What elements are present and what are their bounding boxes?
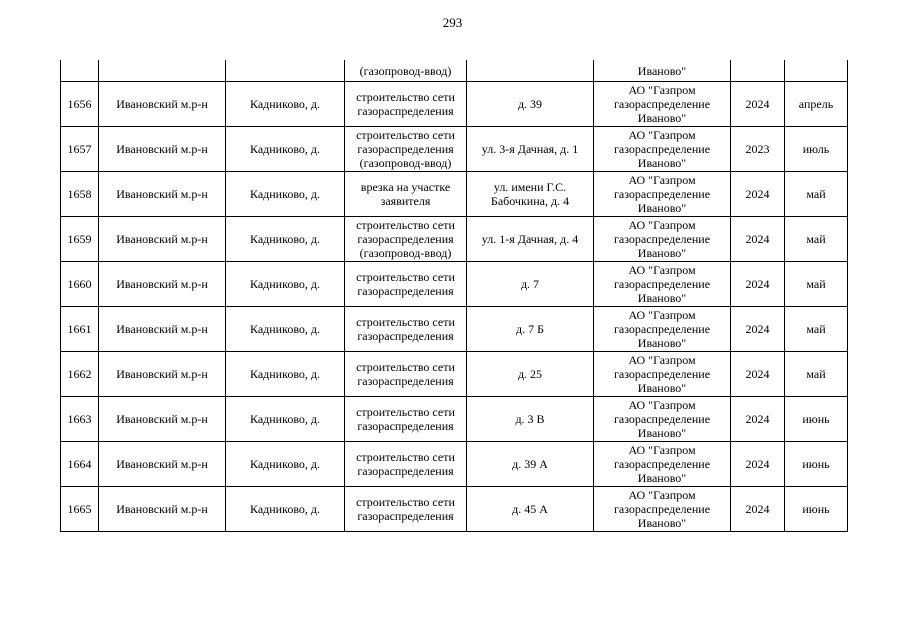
cell-locality: Кадниково, д. xyxy=(226,262,345,307)
cell-locality: Кадниково, д. xyxy=(226,352,345,397)
page-number: 293 xyxy=(442,15,463,30)
cell-address: д. 45 А xyxy=(467,487,594,532)
cell-locality: Кадниково, д. xyxy=(226,487,345,532)
cell-address xyxy=(467,60,594,82)
cell-operator: АО "Газпром газораспределение Иваново" xyxy=(594,217,731,262)
cell-district: Ивановский м.р-н xyxy=(99,442,226,487)
cell-locality: Кадниково, д. xyxy=(226,127,345,172)
cell-district: Ивановский м.р-н xyxy=(99,307,226,352)
table-row xyxy=(61,397,848,442)
cell-operator: АО "Газпром газораспределение Иваново" xyxy=(594,172,731,217)
table-row xyxy=(61,217,848,262)
cell-year: 2024 xyxy=(731,172,785,217)
cell-year: 2024 xyxy=(731,82,785,127)
cell-operator: АО "Газпром газораспределение Иваново" xyxy=(594,397,731,442)
cell-district: Ивановский м.р-н xyxy=(99,82,226,127)
cell-num: 1658 xyxy=(61,172,99,217)
cell-year: 2023 xyxy=(731,127,785,172)
cell-work: строительство сети газораспределения xyxy=(345,82,467,127)
cell-work: строительство сети газораспределения (газопровод-ввод) xyxy=(345,217,467,262)
cell-operator: АО "Газпром газораспределение Иваново" xyxy=(594,352,731,397)
cell-address: ул. 1-я Дачная, д. 4 xyxy=(467,217,594,262)
cell-month: май xyxy=(785,307,848,352)
cell-address: д. 7 Б xyxy=(467,307,594,352)
cell-locality: Кадниково, д. xyxy=(226,172,345,217)
cell-address: д. 39 xyxy=(467,82,594,127)
cell-district: Ивановский м.р-н xyxy=(99,127,226,172)
cell-month: май xyxy=(785,262,848,307)
cell-month: май xyxy=(785,217,848,262)
cell-address: д. 7 xyxy=(467,262,594,307)
table-body xyxy=(61,60,848,532)
cell-address: д. 39 А xyxy=(467,442,594,487)
cell-operator: АО "Газпром газораспределение Иваново" xyxy=(594,307,731,352)
cell-work: врезка на участке заявителя xyxy=(345,172,467,217)
cell-year: 2024 xyxy=(731,217,785,262)
cell-address: ул. имени Г.С. Бабочкина, д. 4 xyxy=(467,172,594,217)
cell-work: (газопровод-ввод) xyxy=(345,60,467,82)
cell-num: 1660 xyxy=(61,262,99,307)
continued-row xyxy=(61,60,848,82)
cell-work: строительство сети газораспределения xyxy=(345,442,467,487)
cell-operator: АО "Газпром газораспределение Иваново" xyxy=(594,262,731,307)
cell-district: Ивановский м.р-н xyxy=(99,262,226,307)
cell-locality: Кадниково, д. xyxy=(226,217,345,262)
cell-work: строительство сети газораспределения xyxy=(345,487,467,532)
table-row xyxy=(61,172,848,217)
cell-address: д. 3 В xyxy=(467,397,594,442)
cell-operator: Иваново" xyxy=(594,60,731,82)
cell-district: Ивановский м.р-н xyxy=(99,397,226,442)
cell-operator: АО "Газпром газораспределение Иваново" xyxy=(594,487,731,532)
cell-num: 1663 xyxy=(61,397,99,442)
table-row xyxy=(61,262,848,307)
cell-year: 2024 xyxy=(731,397,785,442)
cell-num: 1662 xyxy=(61,352,99,397)
cell-work: строительство сети газораспределения xyxy=(345,307,467,352)
cell-month: июнь xyxy=(785,442,848,487)
cell-month: июнь xyxy=(785,397,848,442)
cell-month xyxy=(785,60,848,82)
cell-month: июнь xyxy=(785,487,848,532)
cell-operator: АО "Газпром газораспределение Иваново" xyxy=(594,442,731,487)
cell-locality: Кадниково, д. xyxy=(226,442,345,487)
cell-year: 2024 xyxy=(731,352,785,397)
cell-month: май xyxy=(785,352,848,397)
cell-year: 2024 xyxy=(731,262,785,307)
cell-district: Ивановский м.р-н xyxy=(99,217,226,262)
cell-year xyxy=(731,60,785,82)
gas-registry-table xyxy=(60,60,848,532)
cell-locality: Кадниково, д. xyxy=(226,397,345,442)
cell-operator: АО "Газпром газораспределение Иваново" xyxy=(594,82,731,127)
cell-year: 2024 xyxy=(731,307,785,352)
cell-num: 1656 xyxy=(61,82,99,127)
cell-district xyxy=(99,60,226,82)
cell-num: 1661 xyxy=(61,307,99,352)
cell-district: Ивановский м.р-н xyxy=(99,352,226,397)
cell-num: 1659 xyxy=(61,217,99,262)
table-row xyxy=(61,487,848,532)
cell-address: д. 25 xyxy=(467,352,594,397)
cell-year: 2024 xyxy=(731,442,785,487)
cell-district: Ивановский м.р-н xyxy=(99,487,226,532)
cell-address: ул. 3-я Дачная, д. 1 xyxy=(467,127,594,172)
table-row xyxy=(61,352,848,397)
cell-work: строительство сети газораспределения xyxy=(345,262,467,307)
cell-year: 2024 xyxy=(731,487,785,532)
cell-operator: АО "Газпром газораспределение Иваново" xyxy=(594,127,731,172)
cell-work: строительство сети газораспределения xyxy=(345,352,467,397)
table-row xyxy=(61,82,848,127)
cell-num xyxy=(61,60,99,82)
cell-locality: Кадниково, д. xyxy=(226,307,345,352)
table-row xyxy=(61,127,848,172)
table-row xyxy=(61,442,848,487)
table-row xyxy=(61,307,848,352)
cell-work: строительство сети газораспределения (газопровод-ввод) xyxy=(345,127,467,172)
cell-month: май xyxy=(785,172,848,217)
cell-work: строительство сети газораспределения xyxy=(345,397,467,442)
cell-month: июль xyxy=(785,127,848,172)
cell-num: 1665 xyxy=(61,487,99,532)
cell-locality xyxy=(226,60,345,82)
cell-locality: Кадниково, д. xyxy=(226,82,345,127)
cell-num: 1657 xyxy=(61,127,99,172)
cell-district: Ивановский м.р-н xyxy=(99,172,226,217)
cell-month: апрель xyxy=(785,82,848,127)
cell-num: 1664 xyxy=(61,442,99,487)
